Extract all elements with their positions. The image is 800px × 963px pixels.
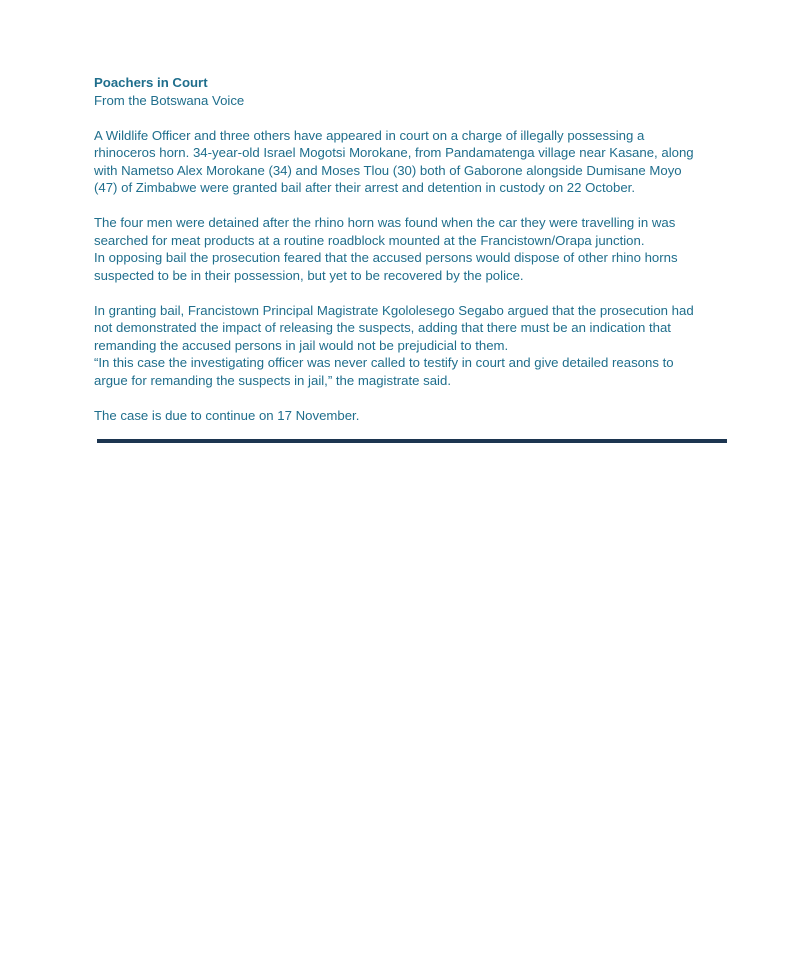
horizontal-rule (97, 439, 727, 443)
article-source: From the Botswana Voice (94, 92, 245, 108)
paragraph-line: In opposing bail the prosecution feared that the accused persons would dispose of other rhino horns (94, 250, 678, 265)
paragraph-line: argue for remanding the suspects in jail,” the magistrate said. (94, 372, 451, 388)
paragraph-2 (94, 214, 734, 284)
paragraph-line: remanding the accused persons in jail would not be prejudicial to them. (94, 337, 509, 353)
article-title: Poachers in Court (94, 75, 208, 90)
paragraph-line: The four men were detained after the rhino horn was found when the car they were travelling in was (94, 215, 676, 230)
paragraph-line: searched for meat products at a routine roadblock mounted at the Francistown/Orapa junction. (94, 232, 645, 248)
paragraph-line: not demonstrated the impact of releasing the suspects, adding that there must be an indication that (94, 320, 671, 335)
paragraph-line: with Nametso Alex Morokane (34) and Moses Tlou (30) both of Gaborone alongside Dumisane Moyo (94, 162, 682, 178)
paragraph-line: (47) of Zimbabwe were granted bail after their arrest and detention in custody on 22 October. (94, 180, 635, 195)
paragraph-line: suspected to be in their possession, but yet to be recovered by the police. (94, 267, 524, 283)
article (94, 74, 734, 442)
paragraph-1 (94, 127, 734, 197)
paragraph-line: A Wildlife Officer and three others have appeared in court on a charge of illegally possessing a (94, 127, 645, 143)
paragraph-4: The case is due to continue on 17 November. (94, 407, 360, 423)
paragraph-3 (94, 302, 734, 390)
paragraph-line: rhinoceros horn. 34-year-old Israel Mogotsi Morokane, from Pandamatenga village near Kasane, along (94, 145, 694, 160)
paragraph-line: In granting bail, Francistown Principal Magistrate Kgololesego Segabo argued that the prosecution had (94, 302, 694, 318)
paragraph-line: “In this case the investigating officer was never called to testify in court and give detailed reasons to (94, 355, 674, 370)
